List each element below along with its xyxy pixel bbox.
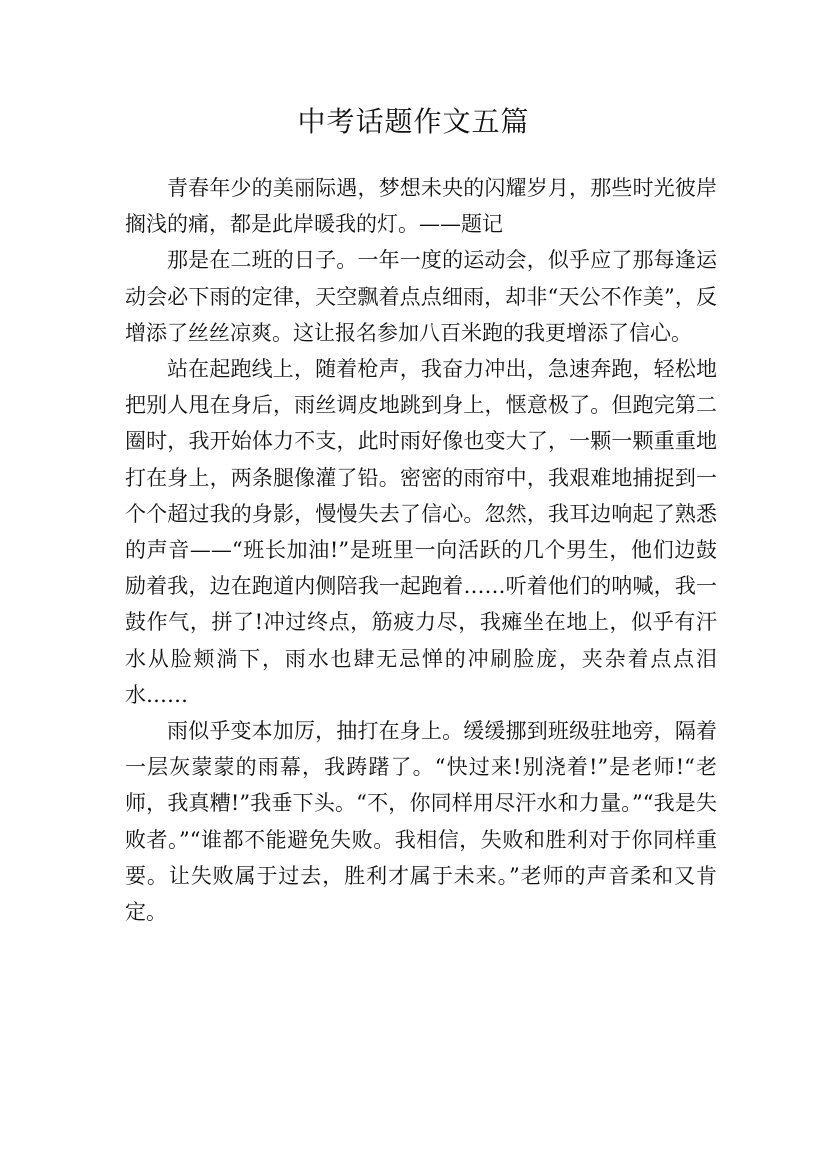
paragraph-race: 站在起跑线上，随着枪声，我奋力冲出，急速奔跑，轻松地把别人甩在身后，雨丝调皮地跳到身上，惬意极了。但跑完第二圈时，我开始体力不支，此时雨好像也变大了，一颗一颗重重地打在身上，两条腿像灌了铅。密密的雨帘中，我艰难地捕捉到一个个超过我的身影，慢慢失去了信心。忽然，我耳边响起了熟悉的声音——“班长加油!”是班里一向活跃的几个男生，他们边鼓励着我，边在跑道内侧陪我一起跑着……听着他们的呐喊，我一鼓作气，拼了!冲过终点，筋疲力尽，我瘫坐在地上，似乎有汗水从脸颊淌下，雨水也肆无忌惮的冲刷脸庞，夹杂着点点泪水…… xyxy=(125,357,717,707)
paragraph-teacher: 雨似乎变本加厉，抽打在身上。缓缓挪到班级驻地旁，隔着一层灰蒙蒙的雨幕，我踌躇了。“快过来!别浇着!”是老师!“老师，我真糟!”我垂下头。“不，你同样用尽汗水和力量。”“我是失败者。”“谁都不能避免失败。我相信，失败和胜利对于你同样重要。让失败属于过去，胜利才属于未来。”老师的声音柔和又肯定。 xyxy=(125,719,717,925)
paragraph-sports-meet: 那是在二班的日子。一年一度的运动会，似乎应了那每逢运动会必下雨的定律，天空飘着点点细雨，却非“天公不作美”，反增添了丝丝凉爽。这让报名参加八百米跑的我更增添了信心。 xyxy=(125,248,717,345)
document-body xyxy=(125,170,717,930)
document-title: 中考话题作文五篇 xyxy=(297,105,530,138)
paragraph-epigraph: 青春年少的美丽际遇，梦想未央的闪耀岁月，那些时光彼岸搁浅的痛，都是此岸暖我的灯。——题记 xyxy=(125,176,717,237)
